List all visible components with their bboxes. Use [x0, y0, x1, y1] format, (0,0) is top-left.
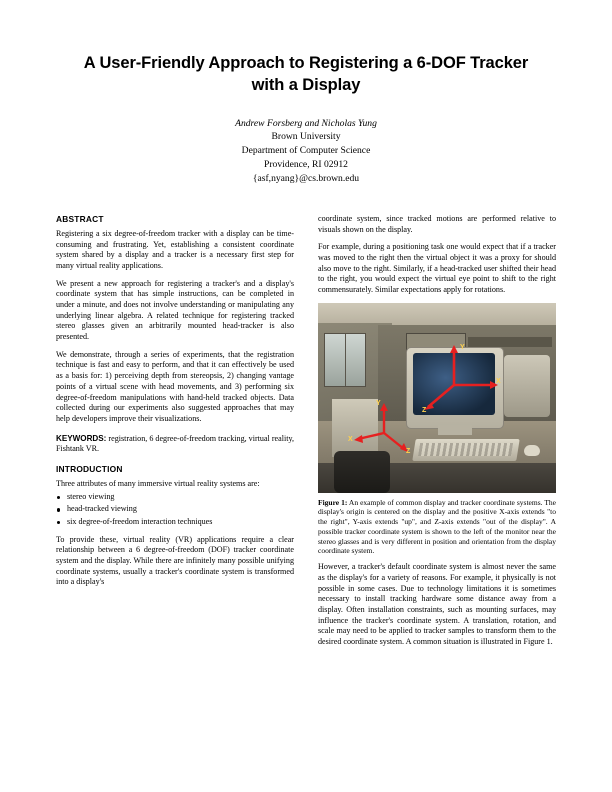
abstract-paragraph-2: We present a new approach for registering a tracker's and a display's coordinate system that has simple instructions, can be completed in under a minute, and does not involve understanding or manipulating any underlying linear algebra. A related technique for registering tracked stereo glasses given an arbitrarily mounted head-tracker is also presented. — [56, 278, 294, 342]
axis-label-display-x: X — [496, 377, 501, 385]
list-item: stereo viewing — [56, 492, 294, 503]
intro-paragraph-1: Three attributes of many immersive virtual reality systems are: — [56, 478, 260, 488]
abstract-heading: ABSTRACT — [56, 214, 104, 224]
intro-bullet-list — [56, 492, 294, 528]
affiliation-university: Brown University — [271, 131, 341, 143]
affiliation-department: Department of Computer Science — [241, 145, 371, 157]
right-paragraph-1: coordinate system, since tracked motions are performed relative to visuals shown on the display. — [318, 214, 556, 234]
axis-label-display-y: Y — [460, 343, 465, 351]
axis-label-tracker-x: X — [348, 435, 353, 443]
introduction-heading: INTRODUCTION — [56, 463, 123, 474]
keywords-text: registration, 6 degree-of-freedom tracking, virtual reality, Fishtank VR. — [56, 433, 294, 454]
right-paragraph-3: However, a tracker's default coordinate system is almost never the same as the display's for a variety of reasons. For example, it physically is not possible in some cases. Due to technology limitations it is sometimes necessary to install tracking hardware some distance away from a display. Often installation constraints, such as mounting surfaces, may influence the tracker's coordinate system. A translation, rotation, and scale may need to be applied to tracker samples to transform them to the desired coordinate system. A common situation is illustrated in Figure 1. — [318, 562, 556, 646]
right-column — [318, 214, 556, 655]
abstract-paragraph-3: We demonstrate, through a series of experiments, that the registration technique is fast and easy to perform, and that it can effectively be used as a basis for: 1) perceiving depth from stereopsis, 2) changing vantage points of a virtual scene with head movements, and 3) performing six degree-of-freedom manipulations with hand-held tracked objects. Data collected during our experiments also suggested approaches that may help developers improve their visualizations. — [56, 349, 294, 423]
author-block — [56, 117, 556, 187]
keywords-line — [56, 434, 294, 455]
left-column — [56, 214, 294, 595]
list-item: six degree-of-freedom interaction techniques — [56, 517, 294, 528]
figure-caption-text: An example of common display and tracker coordinate systems. The display's origin is centered on the display and the positive X-axis extends "to the right", Y-axis extends "up", and Z-axis extends "out of the display". A possible tracker coordinate system is shown to the left of the monitor near the stereo glasses and is very different in position and orientation from the display coordinate system. — [318, 497, 557, 556]
author-names: Andrew Forsberg and Nicholas Yung — [235, 117, 377, 129]
affiliation-address: Providence, RI 02912 — [264, 159, 348, 171]
abstract-paragraph-1: Registering a six degree-of-freedom tracker with a display can be time-consuming and frustrating. Yet, establishing a consistent coordinate system shared by a display and a tracker is a necessary first step for many virtual reality applications. — [56, 229, 294, 271]
axis-label-tracker-z: Z — [406, 447, 411, 455]
intro-paragraph-2: To provide these, virtual reality (VR) applications require a clear relationship between a 6 degree-of-freedom (DOF) tracker coordinate system and the display. While there are infinitely many possible unifying coordinate systems, usually a tracker's coordinate system is transformed into a display's — [56, 534, 294, 587]
figure-1 — [318, 303, 556, 557]
keywords-label: KEYWORDS: — [56, 433, 107, 443]
figure-photo — [318, 303, 556, 493]
page-content — [56, 52, 556, 742]
axis-label-display-z: Z — [422, 406, 427, 414]
coordinate-axes-overlay — [318, 303, 556, 493]
two-column-body — [56, 214, 556, 734]
list-item: head-tracked viewing — [56, 504, 294, 515]
axis-label-tracker-y: Y — [376, 399, 381, 407]
figure-caption — [318, 498, 556, 557]
figure-caption-label: Figure 1: — [318, 497, 348, 507]
author-email: {asf,nyang}@cs.brown.edu — [252, 173, 360, 185]
right-paragraph-2: For example, during a positioning task one would expect that if a tracker was moved to the right then the virtual object it was a proxy for should also move to the right. Similarly, if a head-tracked user shifted their head to the right, you would expect the virtual eye point to shift to the right commensurately. Similar expectations apply for rotations. — [318, 242, 556, 295]
page-title: A User-Friendly Approach to Registering a 6-DOF Tracker with a Display — [83, 54, 529, 95]
